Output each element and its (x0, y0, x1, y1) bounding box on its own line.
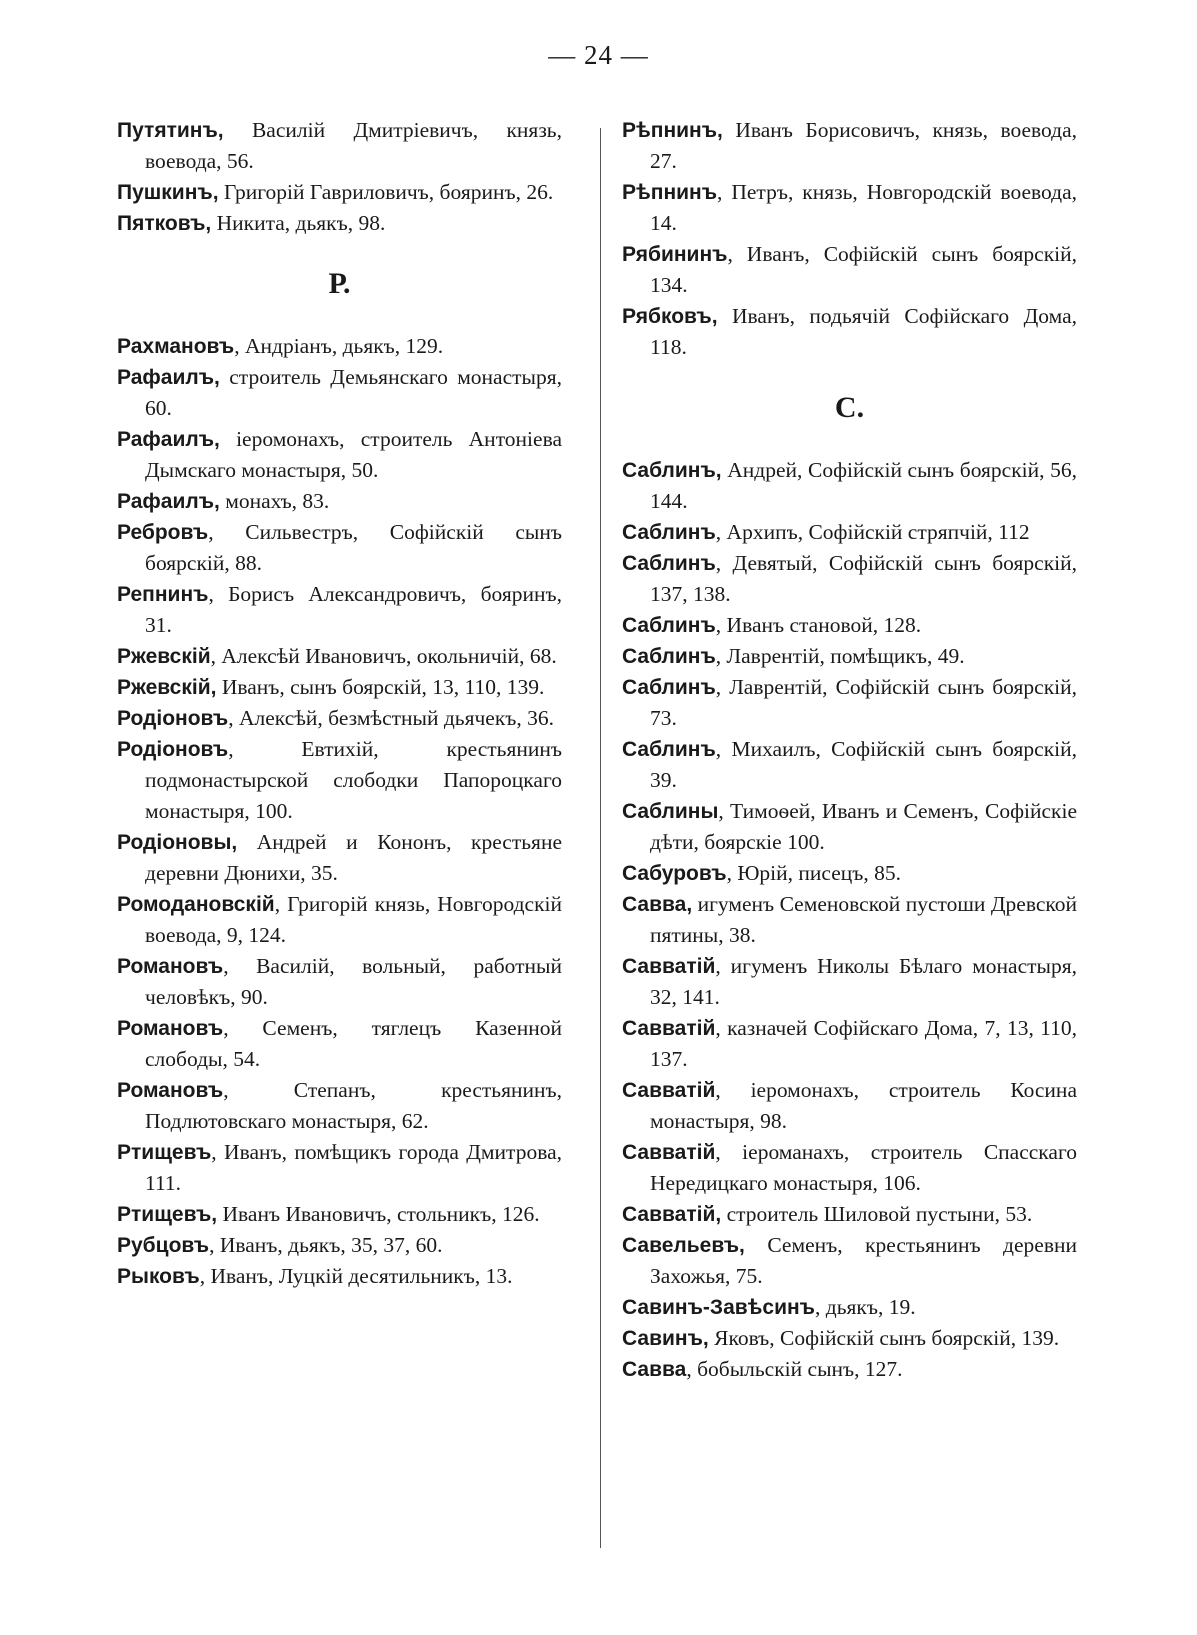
entry-description: , Иванъ, дьякъ, 35, 37, 60. (209, 1233, 443, 1257)
entry-description: Иванъ, сынъ боярскій, 13, 110, 139. (216, 675, 545, 699)
index-entry (117, 641, 562, 672)
entry-description: Василій Дмитріевичъ, князь, воевода, 56. (145, 118, 562, 173)
entry-name: Родіоновы, (117, 831, 238, 854)
entry-description: Андрей и Кононъ, крестьяне деревни Дюнихи, 35. (145, 830, 562, 885)
entry-description: , Алексѣй, безмѣстный дьячекъ, 36. (228, 706, 555, 730)
entry-name: Саблины (622, 800, 719, 823)
entry-description: , казначей Софійскаго Дома, 7, 13, 110, 137. (650, 1016, 1077, 1071)
entry-name: Саблинъ (622, 614, 716, 637)
entry-name: Рябковъ, (622, 305, 718, 328)
entries (622, 455, 1077, 1385)
entry-name: Саблинъ (622, 521, 716, 544)
entry-description: , Юрій, писецъ, 85. (726, 861, 901, 885)
entry-description: , Иванъ, помѣщикъ города Дмитрова, 111. (145, 1140, 562, 1195)
entry-name: Репнинъ (117, 583, 209, 606)
index-entry (622, 610, 1077, 641)
entry-description: Иванъ Борисовичъ, князь, воевода, 27. (650, 118, 1077, 173)
entry-description: , Василій, вольный, работный человѣкъ, 90. (145, 954, 562, 1009)
entry-name: Савва (622, 1358, 687, 1381)
entry-name: Савватій (622, 1079, 716, 1102)
column-divider (600, 128, 601, 1548)
entry-name: Савватій, (622, 1203, 722, 1226)
entry-description: , Сильвестръ, Софійскій сынъ боярскій, 88. (145, 520, 562, 575)
index-entry (622, 239, 1077, 301)
index-entry (622, 889, 1077, 951)
entry-description: , Алексѣй Ивановичъ, окольничій, 68. (210, 644, 557, 668)
index-entry (117, 1013, 562, 1075)
index-entry (622, 1354, 1077, 1385)
entry-name: Саблинъ (622, 738, 716, 761)
index-entry (622, 455, 1077, 517)
index-entry (117, 1261, 562, 1292)
entry-description: , Лаврентій, Софійскій сынъ боярскій, 73. (650, 675, 1077, 730)
index-entry (622, 115, 1077, 177)
entry-name: Ребровъ (117, 521, 209, 544)
entry-description: , Иванъ, Луцкій десятильникъ, 13. (199, 1264, 513, 1288)
entry-name: Родіоновъ (117, 707, 229, 730)
entry-name: Путятинъ, (117, 119, 224, 142)
entry-name: Савинъ-Завѣсинъ (622, 1296, 815, 1319)
index-entry (117, 672, 562, 703)
right-column (622, 115, 1077, 1385)
section-letter: Р. (328, 267, 351, 300)
entry-name: Рѣпнинъ, (622, 119, 723, 142)
index-entry (117, 1075, 562, 1137)
entry-name: Ртищевъ (117, 1141, 212, 1164)
entry-description: , Лаврентій, помѣщикъ, 49. (715, 644, 965, 668)
entry-name: Саблинъ, (622, 459, 722, 482)
entry-description: , Борисъ Александровичъ, бояринъ, 31. (145, 582, 562, 637)
index-entry (622, 951, 1077, 1013)
entry-name: Рахмановъ (117, 335, 235, 358)
index-entry (117, 177, 562, 208)
entry-description: Яковъ, Софійскій сынъ боярскій, 139. (708, 1326, 1060, 1350)
entry-name: Рубцовъ (117, 1234, 210, 1257)
entry-description: , Евтихій, крестьянинъ подмонастырской слободки Папороцкаго монастыря, 100. (145, 737, 562, 823)
entry-description: , Архипъ, Софійскій стряпчій, 112 (715, 520, 1030, 544)
index-entry (117, 517, 562, 579)
entry-description: , дьякъ, 19. (815, 1295, 916, 1319)
entry-name: Савва, (622, 893, 693, 916)
entry-name: Сабуровъ (622, 862, 727, 885)
entry-description: , игуменъ Николы Бѣлаго монастыря, 32, 141. (650, 954, 1077, 1009)
index-entry (117, 703, 562, 734)
entry-name: Рафаилъ, (117, 490, 220, 513)
entry-name: Савельевъ, (622, 1234, 745, 1257)
index-entry (622, 517, 1077, 548)
index-entry (622, 1292, 1077, 1323)
entry-description: Андрей, Софійскій сынъ боярскій, 56, 144. (650, 458, 1077, 513)
entry-name: Саблинъ (622, 676, 716, 699)
index-entry (117, 331, 562, 362)
entry-name: Рыковъ (117, 1265, 200, 1288)
index-entry (117, 1230, 562, 1261)
index-entry (117, 1137, 562, 1199)
index-entry (622, 1013, 1077, 1075)
entry-description: , Иванъ, Софійскій сынъ боярскій, 134. (650, 242, 1077, 297)
entry-name: Саблинъ (622, 552, 716, 575)
section-letter: С. (834, 391, 865, 424)
entry-name: Ртищевъ, (117, 1203, 218, 1226)
entry-name: Савватій (622, 955, 716, 978)
entry-name: Савватій (622, 1141, 716, 1164)
entry-description: Григорій Гавриловичъ, бояринъ, 26. (218, 180, 554, 204)
entry-description: Никита, дьякъ, 98. (211, 211, 386, 235)
entry-name: Рѣпнинъ (622, 181, 718, 204)
entry-description: , Андріанъ, дьякъ, 129. (234, 334, 444, 358)
index-entry (117, 115, 562, 177)
entry-name: Романовъ (117, 1017, 224, 1040)
entry-description: , Тимоѳей, Иванъ и Семенъ, Софійскіе дѣти, боярскіе 100. (650, 799, 1077, 854)
entry-description: строитель Демьянскаго монастыря, 60. (145, 365, 562, 420)
index-entry (117, 827, 562, 889)
index-entry (117, 486, 562, 517)
entry-description: , іеромонахъ, строитель Косина монастыря, 98. (650, 1078, 1077, 1133)
entry-name: Пятковъ, (117, 212, 212, 235)
entry-description: игуменъ Семеновской пустоши Древской пятины, 38. (650, 892, 1077, 947)
index-entry (117, 951, 562, 1013)
index-entry (117, 208, 562, 239)
index-entry (622, 1199, 1077, 1230)
entry-name: Ромодановскій (117, 893, 275, 916)
entry-name: Ржевскій (117, 645, 211, 668)
index-entry (622, 641, 1077, 672)
index-entry (117, 362, 562, 424)
entry-name: Пушкинъ, (117, 181, 219, 204)
index-entry (622, 672, 1077, 734)
entry-description: іеромонахъ, строитель Антоніева Дымскаго монастыря, 50. (145, 427, 562, 482)
page-number: — 24 — (548, 40, 649, 70)
index-entry (622, 1230, 1077, 1292)
entry-description: , Девятый, Софійскій сынъ боярскій, 137, 138. (650, 551, 1077, 606)
entry-description: , Иванъ становой, 128. (715, 613, 922, 637)
entry-description: , Семенъ, тяглецъ Казенной слободы, 54. (145, 1016, 562, 1071)
entries-top (117, 115, 562, 239)
index-entry (622, 301, 1077, 363)
index-entry (622, 548, 1077, 610)
entry-description: , іероманахъ, строитель Спасскаго Нередицкаго монастыря, 106. (650, 1140, 1077, 1195)
entry-description: монахъ, 83. (219, 489, 330, 513)
entry-name: Родіоновъ (117, 738, 229, 761)
entry-name: Саблинъ (622, 645, 716, 668)
entries-top (622, 115, 1077, 363)
index-entry (117, 1199, 562, 1230)
index-entry (622, 858, 1077, 889)
entry-name: Романовъ (117, 1079, 224, 1102)
index-entry (622, 796, 1077, 858)
entry-description: , Михаилъ, Софійскій сынъ боярскій, 39. (650, 737, 1077, 792)
entry-description: , Григорій князь, Новгородскій воевода, 9, 124. (145, 892, 562, 947)
entry-name: Рафаилъ, (117, 366, 220, 389)
index-entry (117, 889, 562, 951)
entry-description: Иванъ, подьячій Софійскаго Дома, 118. (650, 304, 1077, 359)
entries (117, 331, 562, 1292)
entry-description: , Степанъ, крестьянинъ, Подлютовскаго монастыря, 62. (145, 1078, 562, 1133)
entry-description: , Петръ, князь, Новгородскій воевода, 14. (650, 180, 1077, 235)
index-entry (117, 579, 562, 641)
left-column (117, 115, 562, 1292)
index-entry (622, 734, 1077, 796)
index-entry (622, 1323, 1077, 1354)
entry-name: Савинъ, (622, 1327, 709, 1350)
entry-description: Иванъ Ивановичъ, стольникъ, 126. (217, 1202, 540, 1226)
entry-description: , бобыльскій сынъ, 127. (686, 1357, 903, 1381)
index-entry (117, 734, 562, 827)
index-entry (622, 1075, 1077, 1137)
entry-name: Рафаилъ, (117, 428, 220, 451)
entry-description: строитель Шиловой пустыни, 53. (721, 1202, 1033, 1226)
entry-name: Ржевскій, (117, 676, 217, 699)
entry-name: Романовъ (117, 955, 224, 978)
index-entry (117, 424, 562, 486)
entry-name: Савватій (622, 1017, 716, 1040)
entry-name: Рябининъ (622, 243, 728, 266)
index-entry (622, 177, 1077, 239)
entry-description: Семенъ, крестьянинъ деревни Захожья, 75. (650, 1233, 1077, 1288)
index-entry (622, 1137, 1077, 1199)
